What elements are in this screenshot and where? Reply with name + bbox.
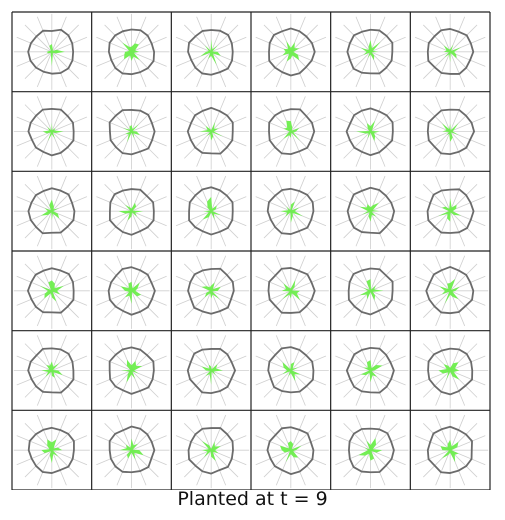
radar-cell (333, 333, 409, 409)
radar-cell (14, 253, 90, 329)
radar-cell (333, 173, 409, 249)
radar-cell (173, 94, 249, 170)
radar-cell (333, 412, 409, 488)
radar-cell (94, 253, 170, 329)
radar-spoke (211, 450, 238, 477)
chart-caption: Planted at t = 9 (177, 488, 328, 510)
radar-spoke (211, 52, 238, 79)
radar-cell (253, 333, 329, 409)
radar-cell (253, 412, 329, 488)
radar-cell (94, 333, 170, 409)
radar-cell (14, 14, 90, 90)
radar-cell (14, 173, 90, 249)
radar-spoke (264, 371, 291, 398)
radar-spoke (105, 105, 132, 132)
radar-spoke (52, 184, 79, 211)
radar-spoke (264, 105, 291, 132)
radar-cell (412, 412, 488, 488)
radar-cell (14, 333, 90, 409)
radar-spoke (344, 423, 371, 450)
radar-fill-shape (41, 361, 62, 377)
radar-cell (94, 173, 170, 249)
radar-fill-shape (438, 362, 459, 380)
radar-spoke (52, 264, 79, 291)
radar-spoke (132, 450, 159, 477)
radar-cell (173, 412, 249, 488)
radar-spoke (291, 423, 318, 450)
radar-cell (412, 173, 488, 249)
radar-cell (412, 14, 488, 90)
radar-cell (173, 253, 249, 329)
radar-spoke (371, 52, 398, 79)
radar-fill-shape (442, 123, 459, 142)
radar-spoke (344, 264, 371, 291)
radar-spoke (344, 344, 371, 371)
radar-cell (333, 14, 409, 90)
radar-cell (173, 14, 249, 90)
radar-cell (94, 14, 170, 90)
radar-spoke (52, 291, 79, 318)
radar-cell (412, 253, 488, 329)
radar-cell (412, 94, 488, 170)
radar-spoke (344, 211, 371, 238)
radar-spoke (52, 52, 79, 79)
radar-cell (94, 94, 170, 170)
radar-cell (173, 333, 249, 409)
radar-cell (333, 253, 409, 329)
radar-cell (253, 173, 329, 249)
radar-cell (253, 94, 329, 170)
radar-fill-shape (282, 362, 300, 381)
radar-cell (94, 412, 170, 488)
radar-spoke (291, 211, 318, 238)
radar-cell (253, 253, 329, 329)
radar-cell (14, 94, 90, 170)
radar-fill-shape (121, 282, 141, 304)
radar-cell (14, 412, 90, 488)
radar-cell (333, 94, 409, 170)
radar-cell (173, 173, 249, 249)
radar-spoke (344, 52, 371, 79)
radar-fill-shape (119, 203, 144, 221)
radar-cell (253, 14, 329, 90)
radar-fill-shape (360, 279, 384, 300)
radar-spoke (105, 371, 132, 398)
radar-cell (412, 333, 488, 409)
radar-spoke (52, 25, 79, 52)
